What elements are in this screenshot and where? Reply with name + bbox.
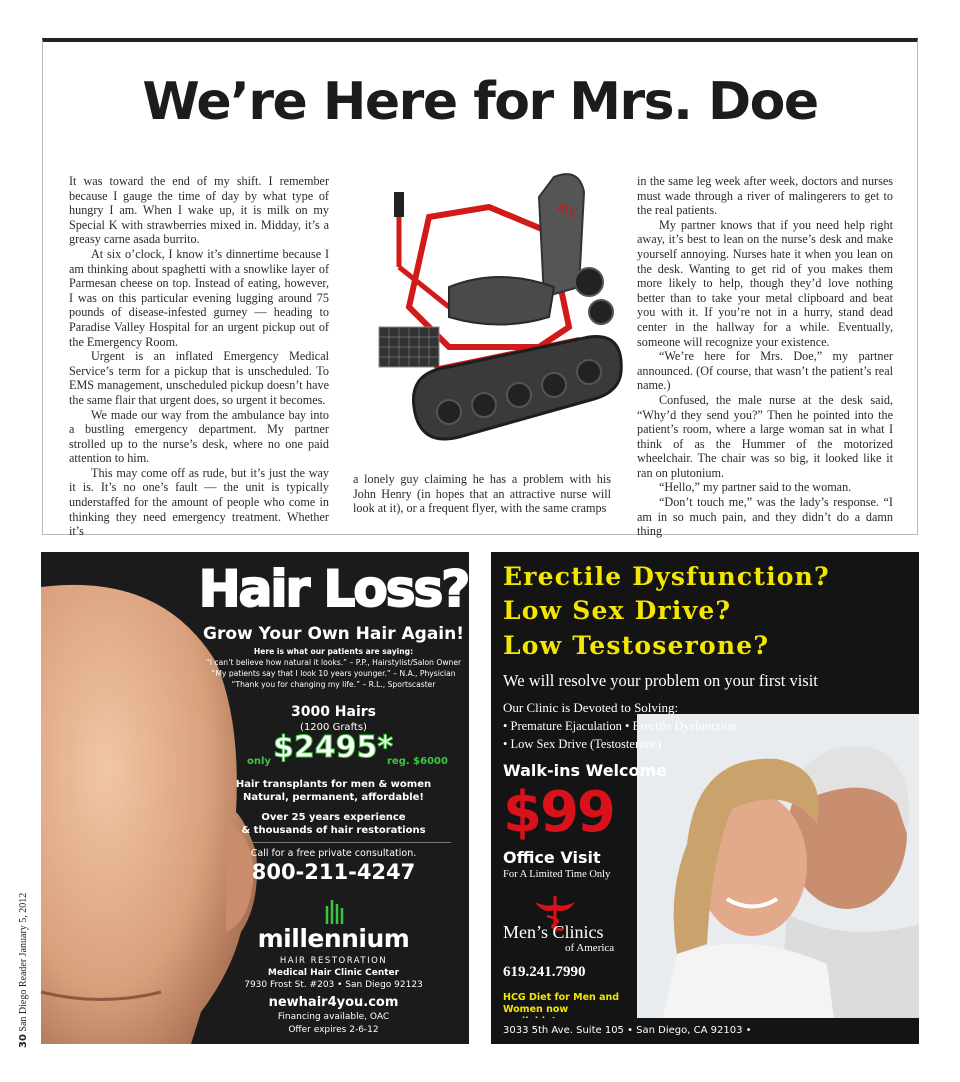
couple-photo: [637, 714, 919, 1044]
hcg-diet-text: HCG Diet for Men and Women now: [503, 992, 620, 1015]
clinic-website: www.mensclinicsofamerica.com: [503, 1051, 683, 1062]
hair-address: 7930 Frost St. #203 • San Diego 92123: [244, 980, 423, 990]
hairs-count: 3000 Hairs: [290, 704, 377, 720]
hair-phone: 800-211-4247: [251, 860, 416, 884]
hair-loss-ad: [41, 552, 469, 1044]
regular-price: reg. $6000: [387, 756, 448, 767]
paragraph: It was toward the end of my shift. I remember because I gauge the time of day by what type of hungry I am. When I wake up, it is milk on my Special K with strawberries mixed in. Midday, it’s a greasy carne asada burrito.: [69, 174, 329, 247]
natural-line: Natural, permanent, affordable!: [242, 792, 424, 803]
svg-text:ATC: ATC: [555, 201, 579, 221]
article-box: [42, 38, 918, 539]
hair-loss-subtitle: Grow Your Own Hair Again!: [203, 624, 464, 644]
experience-line: Over 25 years experience: [261, 812, 406, 823]
clinic-phone: 619.241.7990: [503, 964, 586, 980]
hair-logo-icon: [191, 900, 476, 924]
brand-subtitle: HAIR RESTORATION: [279, 956, 388, 966]
consult-text: Call for a free private consultation.: [250, 848, 417, 859]
paragraph: a lonely guy claiming he has a problem with his John Henry (in hopes that an attractive nurse will look at it), or a frequent flyer, with the same cramps: [353, 472, 611, 516]
only-label: only: [247, 756, 271, 767]
hair-price: $2495*: [273, 730, 394, 765]
millennium-brand: millennium: [257, 924, 410, 953]
brand-subtitle: of America: [565, 942, 615, 954]
divider: [251, 842, 451, 843]
devoted-text: Our Clinic is Devoted to Solving:: [503, 700, 679, 715]
patient-quote: “I can’t believe how natural it looks.” – P.P., Hairstylist/Salon Owner: [205, 658, 462, 667]
clinic-name: Medical Hair Clinic Center: [267, 968, 400, 978]
price-row: [191, 730, 476, 774]
page-folio: [18, 893, 29, 1048]
paragraph: “We’re here for Mrs. Doe,” my partner announced. (Of course, that wasn’t the patient’s real name.): [637, 349, 893, 393]
clinic-address-bar: [491, 1018, 919, 1062]
ed-headline-1: Erectile Dysfunction?: [503, 562, 830, 591]
office-visit-text: Office Visit: [503, 848, 601, 867]
tracked-wheelchair-photo: [339, 137, 625, 467]
patient-quote: “Thank you for changing my life.” – R.L., Sportscaster: [231, 680, 436, 689]
patients-intro: Here is what our patients are saying:: [253, 647, 414, 656]
page-number: 30: [18, 1034, 29, 1048]
ed-headline-2: Low Sex Drive?: [503, 596, 732, 625]
hair-loss-title: Hair Loss?: [198, 560, 469, 618]
financing-text: Financing available, OAC: [277, 1012, 390, 1022]
article-column-2: [353, 472, 611, 516]
condition-bullet: • Low Sex Drive (Testosterone): [503, 737, 662, 751]
grafts-count: (1200 Grafts): [300, 722, 367, 733]
publication-info: San Diego Reader January 5, 2012: [18, 892, 29, 1032]
paragraph: At six o’clock, I know it’s dinnertime because I am thinking about spaghetti with a snowlike layer of Parmesan cheese on top. Instead of eating, however, I was on this particular evening lugging around 75 pounds of disease-infested gurney — heading to Paradise Valley Hospital for an urgent pickup out of the Emergency Room.: [69, 246, 329, 349]
hair-website: newhair4you.com: [268, 995, 399, 1010]
mens-clinics-brand: Men’s Clinics: [503, 922, 604, 942]
mens-clinic-ad: [491, 552, 919, 1062]
ed-headline-3: Low Testoserone?: [503, 631, 770, 660]
paragraph: We made our way from the ambulance bay into a bustling emergency department. My partner strolled up to the nurse’s desk, where no one paid attention to him.: [69, 407, 329, 466]
paragraph: “Hello,” my partner said to the woman.: [659, 480, 852, 495]
patient-quote: “My patients say that I look 10 years younger.” – N.A., Physician: [211, 669, 456, 678]
paragraph: This may come off as rude, but it’s just the way it is. It’s no one’s fault — the unit is typically understaffed for the amount of people who come in thinking they need emergency treatment. Whether it’s: [69, 465, 329, 539]
offer-expires: Offer expires 2-6-12: [288, 1025, 379, 1035]
paragraph: in the same leg week after week, doctors and nurses must wade through a river of malingerers to get to the real patients.: [637, 174, 893, 218]
article-headline: We’re Here for Mrs. Doe: [142, 72, 818, 132]
article-column-1: [69, 174, 329, 539]
paragraph: “Don’t touch me,” was the lady’s response. “I am in so much pain, and they didn’t do a damn thing: [637, 495, 893, 539]
clinic-address: 3033 5th Ave. Suite 105 • San Diego, CA 92103 •: [503, 1025, 752, 1036]
paragraph: Confused, the male nurse at the desk said, “Why’d they send you?” Then he pointed into the patient’s room, where a large woman sat in what I think of as the Hummer of the motorized wheelchair. The chair was so big, it looked like it ran on plutonium.: [637, 392, 893, 480]
paragraph: Urgent is an inflated Emergency Medical Service’s term for a pickup that is unscheduled. To EMS management, unscheduled pickup doesn’t have the same flair that urgent does, so urgent it becomes.: [69, 349, 329, 407]
office-price: $99: [503, 780, 614, 845]
walkins-text: Walk-ins Welcome: [503, 761, 668, 780]
limited-time-text: For A Limited Time Only: [503, 869, 611, 880]
condition-bullet: • Premature Ejaculation • Erectile Dysfunction: [503, 719, 737, 733]
restorations-line: & thousands of hair restorations: [241, 825, 426, 836]
paragraph: My partner knows that if you need help right away, it’s best to lean on the nurse’s desk and make yourself annoying. Nurses hate it when you lean on the desk. Wanting to get rid of you makes them more likely to help, though they’d love nothing better than to take your metal clipboard and beat you with it. If you’re not in a hurry, stand dead center in the hallway for a while. Eventually, someone will recognize your existence.: [637, 217, 893, 349]
resolve-text: We will resolve your problem on your first visit: [503, 671, 818, 690]
article-column-3: [637, 174, 893, 539]
transplant-line: Hair transplants for men & women: [235, 779, 432, 790]
